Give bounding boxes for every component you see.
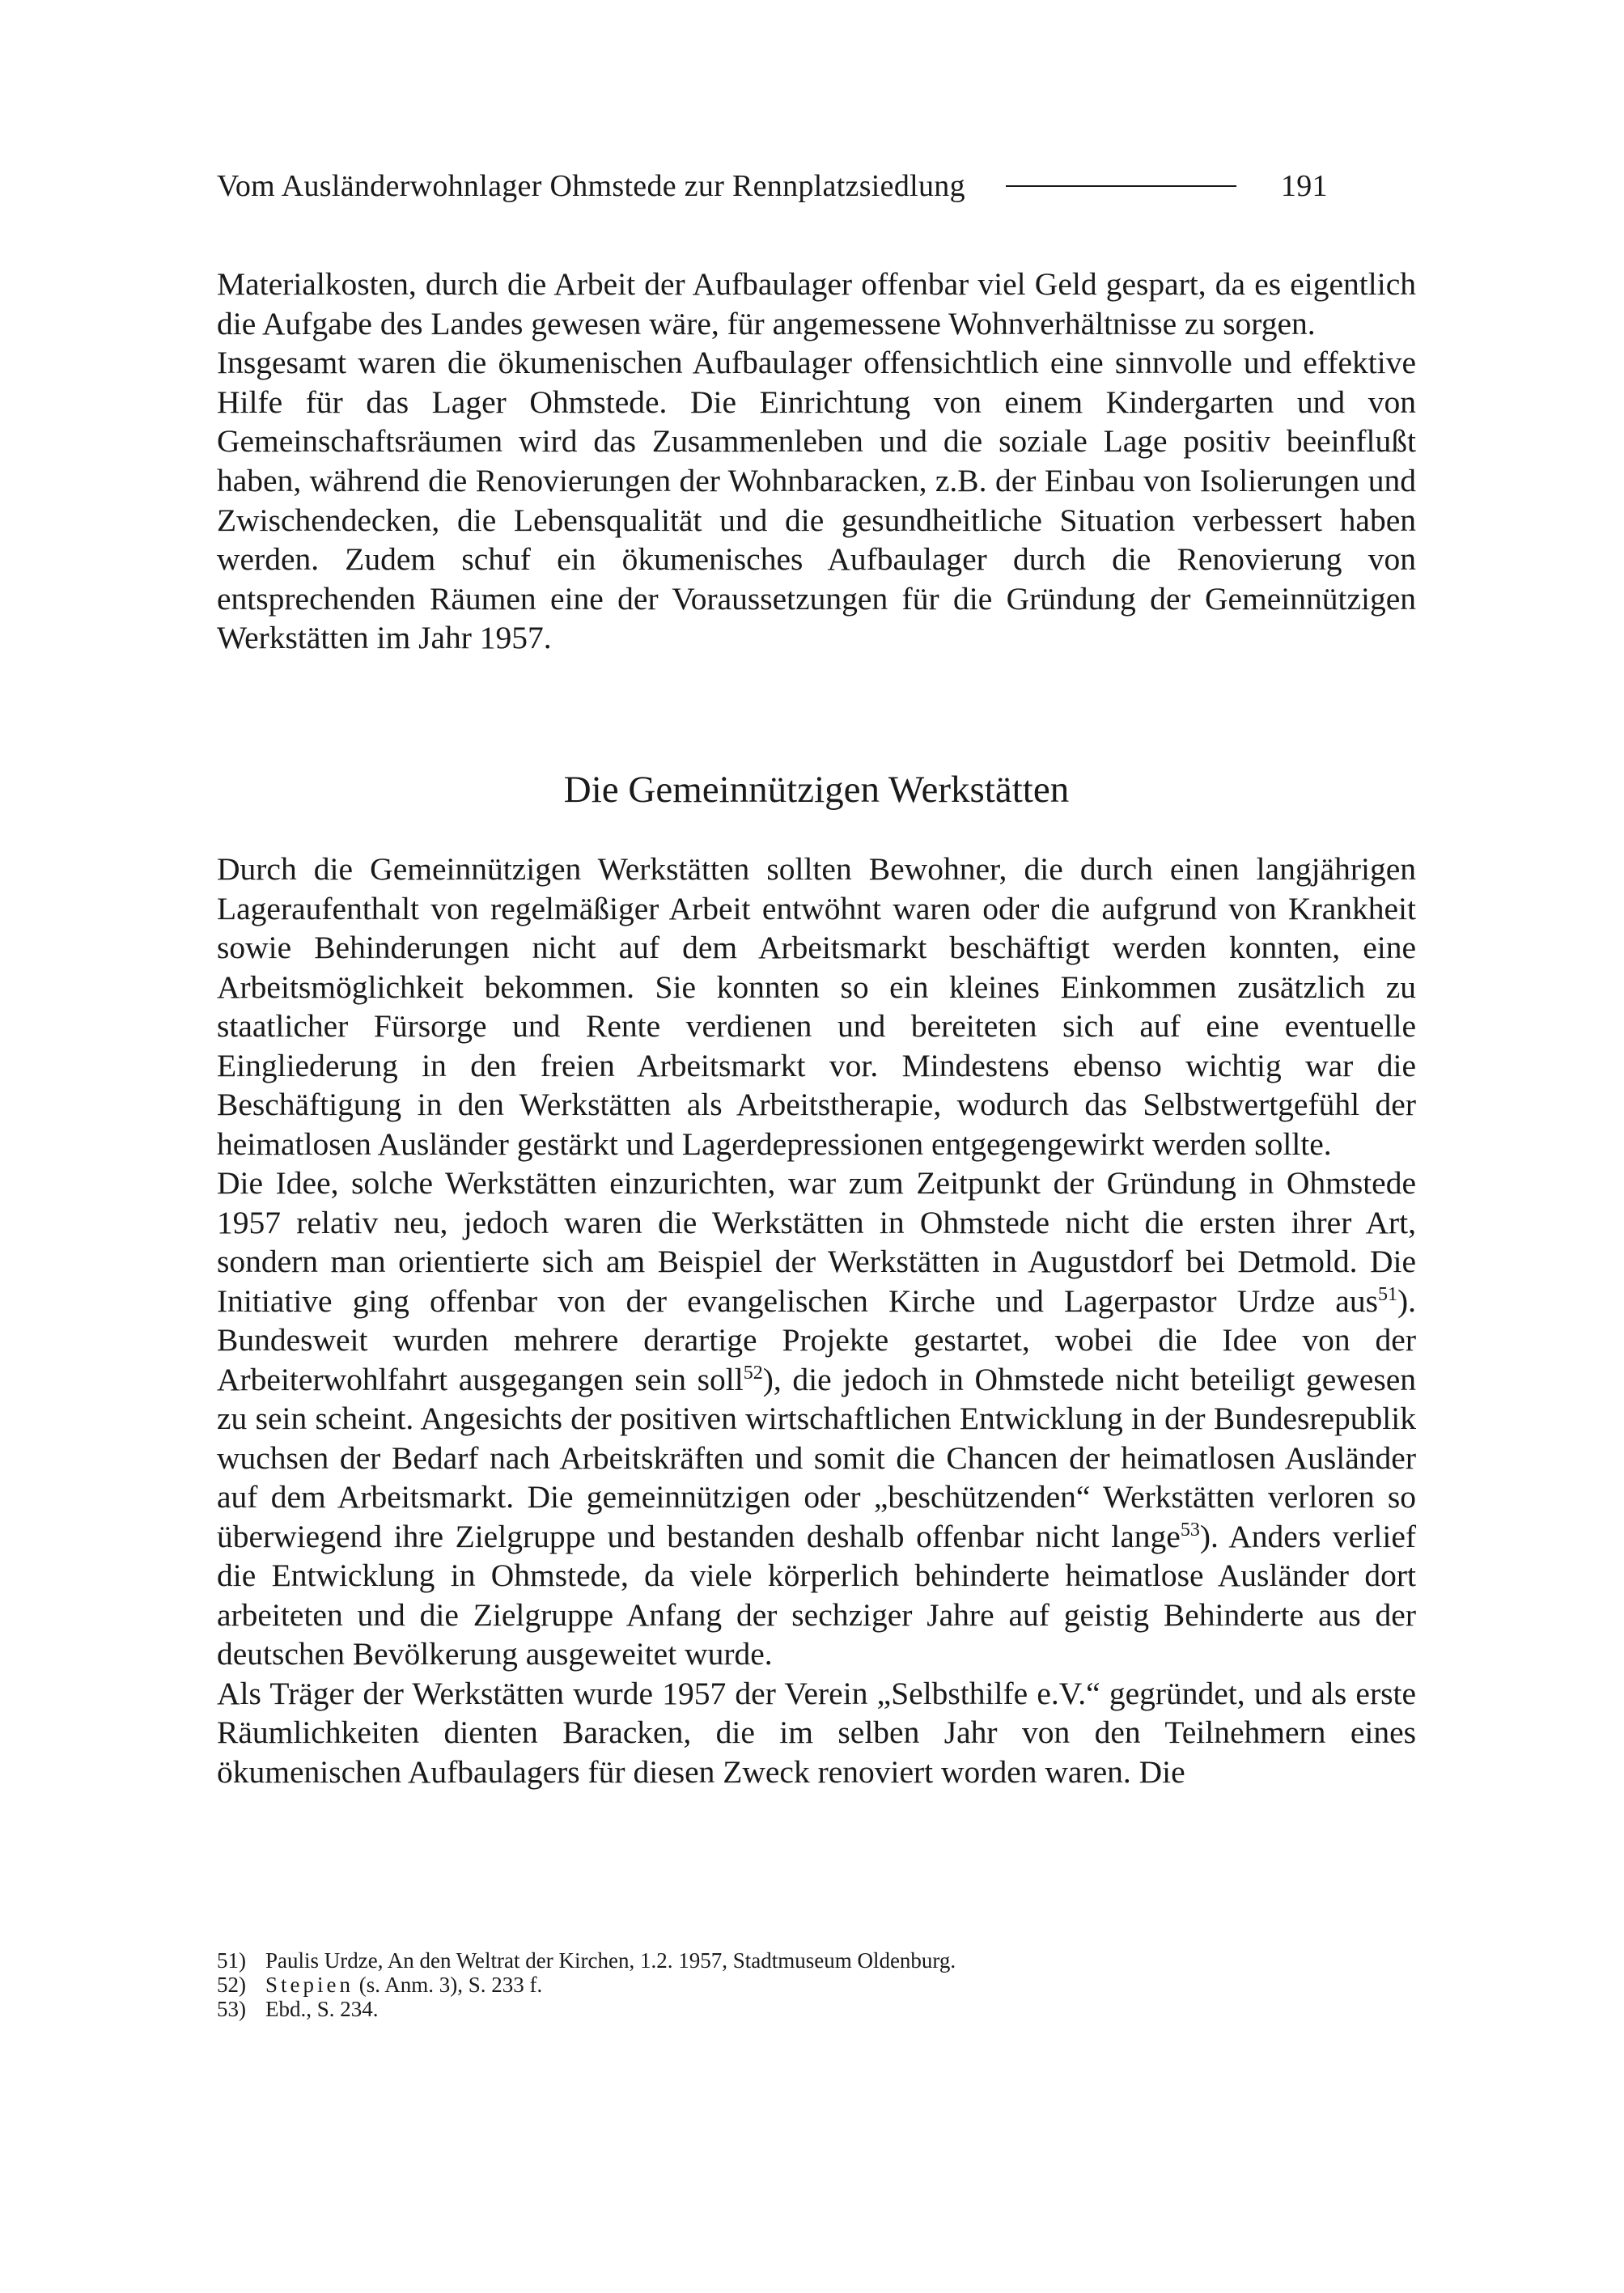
section-text bbox=[217, 850, 1416, 1791]
section-paragraph-2 bbox=[217, 1163, 1416, 1674]
footnote-number: 51) bbox=[217, 1948, 246, 1973]
footnote-reference: 52 bbox=[743, 1362, 763, 1384]
footnotes bbox=[217, 1948, 1416, 2021]
footnote bbox=[217, 1997, 1416, 2021]
footnote-text: Paulis Urdze, An den Weltrat der Kirchen, 1.2. 1957, Stadtmuseum Oldenburg. bbox=[265, 1948, 956, 1973]
intro-paragraph-2: Insgesamt waren die ökumenischen Aufbaulager offensichtlich eine sinnvolle und effektive Hilfe für das Lager Ohmstede. Die Einrichtung von einem Kindergarten und von Gemeinschaftsräumen wird das Zusammenleben und die soziale Lage positiv beeinflußt haben, während die Renovierungen der Wohnbaracken, z.B. der Einbau von Isolierungen und Zwischendecken, die Lebensqualität und die gesundheitliche Situation verbessert haben werden. Zudem schuf ein ökumenisches Aufbaulager durch die Renovierung von entsprechenden Räumen eine der Voraussetzungen für die Gründung der Gemeinnützigen Werkstätten im Jahr 1957. bbox=[217, 345, 1416, 656]
footnote bbox=[217, 1948, 1416, 1973]
footnote-number: 52) bbox=[217, 1973, 246, 1997]
paragraph-text: ). Bundesweit wurden mehrere derartige Projekte gestartet, wobei die Idee von der Arbeiterwohlfahrt ausgegangen sein soll bbox=[217, 1282, 1416, 1397]
footnote-number: 53) bbox=[217, 1997, 246, 2021]
section-heading: Die Gemeinnützigen Werkstätten bbox=[563, 769, 1070, 811]
paragraph-text: ), die jedoch in Ohmstede nicht beteiligt gewesen zu sein scheint. Angesichts der positiven wirtschaftlichen Entwicklung in der Bundesrepublik wuchsen der Bedarf nach Arbeitskräften und somit die Chancen der heimatlosen Ausländer auf dem Arbeitsmarkt. Die gemeinnützigen oder „beschützenden“ Werkstätten verloren so überwiegend ihre Zielgruppe und bestanden deshalb offenbar nicht lange bbox=[217, 1361, 1417, 1554]
running-head-title: Vom Ausländerwohnlager Ohmstede zur Rennplatzsiedlung bbox=[217, 169, 965, 203]
section-paragraph-3: Als Träger der Werkstätten wurde 1957 der Verein „Selbsthilfe e.V.“ gegründet, und als erste Räumlichkeiten dienten Baracken, die im selben Jahr von den Teilnehmern eines ökumenischen Aufbaulagers für diesen Zweck renoviert worden waren. Die bbox=[217, 1675, 1416, 1790]
footnote-reference: 51 bbox=[1377, 1283, 1397, 1305]
footnote-text: Ebd., S. 234. bbox=[265, 1997, 379, 2021]
section-paragraph-1: Durch die Gemeinnützigen Werkstätten sollten Bewohner, die durch einen langjährigen Lageraufenthalt von regelmäßiger Arbeit entwöhnt waren oder die aufgrund von Krankheit sowie Behinderungen nicht auf dem Arbeitsmarkt beschäftigt werden konnten, eine Arbeitsmöglichkeit bekommen. Sie konnten so ein kleines Einkommen zusätzlich zu staatlicher Fürsorge und Rente verdienen und bereiteten sich auf eine eventuelle Eingliederung in den freien Arbeitsmarkt vor. Mindestens ebenso wichtig war die Beschäftigung in den Werkstätten als Arbeitstherapie, wodurch das Selbstwertgefühl der heimatlosen Ausländer gestärkt und Lagerdepressionen entgegengewirkt werden sollte. bbox=[217, 851, 1416, 1162]
intro-paragraph-1: Materialkosten, durch die Arbeit der Aufbaulager offenbar viel Geld gespart, da es eigentlich die Aufgabe des Landes gewesen wäre, für angemessene Wohnverhältnisse zu sorgen. bbox=[217, 266, 1416, 341]
paragraph-text: ). Anders verlief die Entwicklung in Ohmstede, da viele körperlich behinderte heimatlose Ausländer dort arbeiteten und die Zielgruppe Anfang der sechziger Jahre auf geistig Behinderte aus der deutschen Bevölkerung ausgeweitet wurde. bbox=[217, 1518, 1416, 1672]
footnote-text: (s. Anm. 3), S. 233 f. bbox=[354, 1973, 543, 1997]
intro-text bbox=[217, 265, 1416, 658]
footnote bbox=[217, 1973, 1416, 1997]
footnote-reference: 53 bbox=[1180, 1519, 1200, 1541]
paragraph-text: Die Idee, solche Werkstätten einzurichten, war zum Zeitpunkt der Gründung in Ohmstede 1957 relativ neu, jedoch waren die Werkstätten in Ohmstede nicht die ersten ihrer Art, sondern man orientierte sich am Beispiel der Werkstätten in Augustdorf bei Detmold. Die Initiative ging offenbar von der evangelischen Kirche und Lagerpastor Urdze aus bbox=[217, 1165, 1416, 1319]
running-head bbox=[217, 162, 1416, 210]
running-head-rule bbox=[1006, 185, 1236, 187]
footnote-author: Stepien bbox=[265, 1973, 354, 1997]
page-number: 191 bbox=[1280, 169, 1328, 203]
